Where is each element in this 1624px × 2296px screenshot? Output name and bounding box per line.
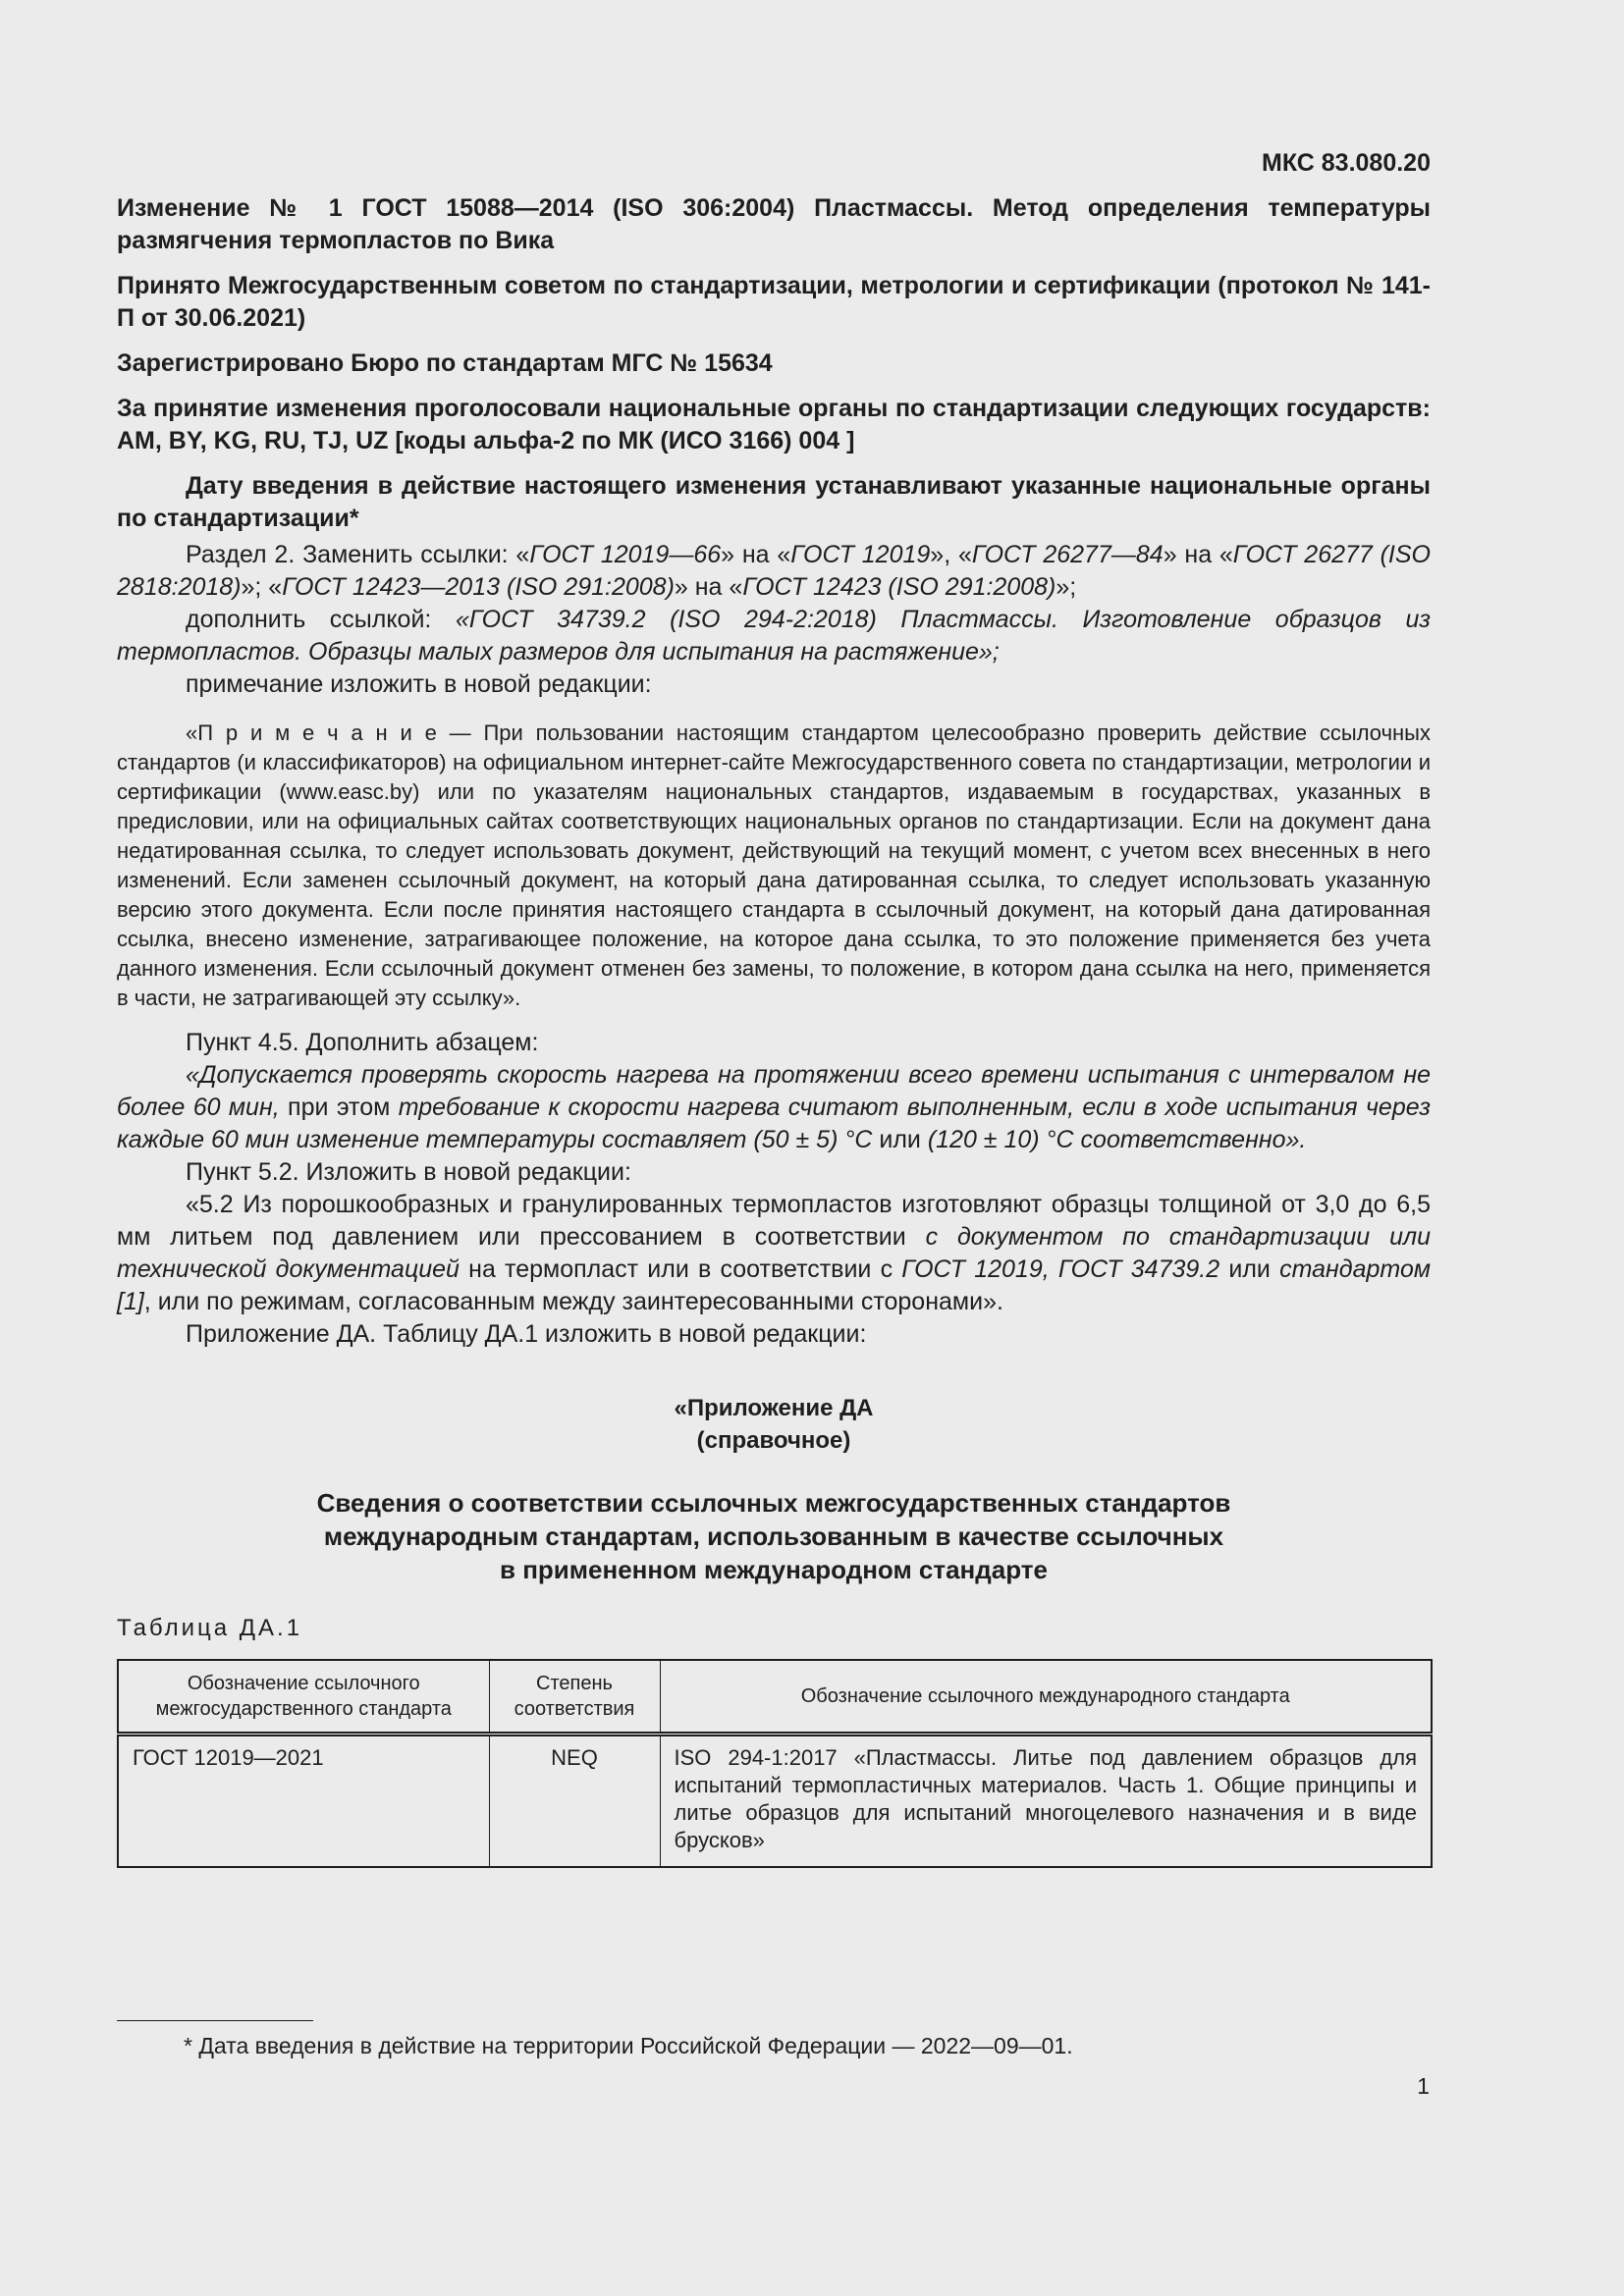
appendix-title: «Приложение ДА [674, 1395, 874, 1421]
italic-run: с документом по стандартизации или технической документацией [117, 1223, 1431, 1283]
appendix-heading [117, 1486, 1431, 1586]
page-content [117, 147, 1431, 1868]
appendix-heading-line: Сведения о соответствии ссылочных межгосударственных стандартов [316, 1488, 1231, 1518]
cell-international: ISO 294-1:2017 «Пластмассы. Литье под давлением образцов для испытаний термопластичных материалов. Часть 1. Общие принципы и литье образцов для испытаний многоцелевого назначения и в виде брусков» [660, 1735, 1432, 1868]
section2-replace-links [117, 539, 1431, 604]
header-international: Обозначение ссылочного международного стандарта [660, 1660, 1432, 1735]
item45-text [117, 1059, 1431, 1156]
item45-heading: Пункт 4.5. Дополнить абзацем: [186, 1029, 539, 1056]
text-run: или [872, 1126, 928, 1153]
italic-run: стандартом [1] [117, 1255, 1431, 1315]
appendix-subtitle: (справочное) [696, 1427, 851, 1454]
italic-run: требование к скорости нагрева считают выполненным, если в ходе испытания через каждые 60 мин изменение температуры составляет (50 ± 5) °С [117, 1094, 1431, 1153]
section2-note-instruction: примечание изложить в новой редакции: [186, 670, 652, 698]
section2-add-link [117, 604, 1431, 668]
cell-degree: NEQ [489, 1735, 660, 1868]
italic-run: ГОСТ 12423—2013 (ISO 291:2008) [282, 573, 675, 601]
italic-run: (120 ± 10) °С соответственно». [927, 1126, 1307, 1153]
date-intro-statement: Дату введения в действие настоящего изменения устанавливают указанные национальные органы по стандартизации* [117, 472, 1431, 532]
italic-run: ГОСТ 12019, ГОСТ 34739.2 [901, 1255, 1220, 1283]
appendix-heading-line: международным стандартам, использованным в качестве ссылочных [323, 1522, 1224, 1551]
text-run: », « [930, 541, 972, 568]
text-run: дополнить ссылкой: [186, 606, 456, 633]
italic-run: ГОСТ 12019—66 [529, 541, 722, 568]
table-row [118, 1735, 1432, 1868]
correspondence-table [117, 1659, 1433, 1868]
text-run: или [1219, 1255, 1280, 1283]
voted-statement: За принятие изменения проголосовали национальные органы по стандартизации следующих государств: AM, BY, KG, RU, TJ, UZ [коды альфа-2 по МК (ИСО 3166) 004 ] [117, 395, 1431, 454]
header-degree: Степень соответствия [489, 1660, 660, 1735]
text-run: Раздел 2. Заменить ссылки: « [186, 541, 530, 568]
text-run: » на « [721, 541, 791, 568]
item52-heading: Пункт 5.2. Изложить в новой редакции: [186, 1158, 631, 1186]
text-run: , или по режимам, согласованным между заинтересованными сторонами». [143, 1288, 1003, 1315]
mks-code: МКС 83.080.20 [1262, 149, 1431, 177]
note-lead: «П р и м е ч а н и е [186, 721, 437, 745]
text-run: «5.2 Из порошкообразных и гранулированных термопластов изготовляют образцы толщиной от 3,0 до 6,5 мм литьем под давлением или прессованием в соответствии [117, 1191, 1431, 1251]
footnote-divider [117, 2020, 313, 2021]
text-run: » на « [1163, 541, 1233, 568]
footnote: * Дата введения в действие на территории Российской Федерации — 2022—09—01. [184, 2033, 1073, 2058]
header-gost: Обозначение ссылочного межгосударственного стандарта [118, 1660, 489, 1735]
appendix-heading-line: в примененном международном стандарте [500, 1555, 1048, 1584]
page-number: 1 [1417, 2073, 1430, 2099]
text-run: » на « [674, 573, 743, 601]
table-header-row [118, 1660, 1432, 1735]
amendment-title: Изменение № 1 ГОСТ 15088—2014 (ISO 306:2004) Пластмассы. Метод определения температуры размягчения термопластов по Вика [117, 194, 1431, 254]
registered-statement: Зарегистрировано Бюро по стандартам МГС № 15634 [117, 349, 773, 377]
text-run: на термопласт или в соответствии с [459, 1255, 902, 1283]
note-body: — При пользовании настоящим стандартом целесообразно проверить действие ссылочных стандартов (и классификаторов) на официальном интернет-сайте Межгосударственного совета по стандартизации, метрологии и сертификации (www.easc.by) или по указателям национальных стандартов, издаваемым в государствах, указанных в предисловии, или на официальных сайтах соответствующих национальных органов по стандартизации. Если на документ дана недатированная ссылка, то следует использовать документ, действующий на текущий момент, с учетом всех внесенных в него изменений. Если заменен ссылочный документ, на который дана датированная ссылка, то следует использовать указанную версию этого документа. Если после принятия настоящего стандарта в ссылочный документ, на который дана датированная ссылка, внесено изменение, затрагивающее положение, на которое дана ссылка, то это положение применяется без учета данного изменения. Если ссылочный документ отменен без замены, то положение, в котором дана ссылка на него, применяется в части, не затрагивающей эту ссылку». [117, 721, 1431, 1010]
italic-run: ГОСТ 26277 (ISO 2818:2018) [117, 541, 1432, 601]
cell-gost: ГОСТ 12019—2021 [118, 1735, 489, 1868]
table-caption: Таблица ДА.1 [117, 1615, 303, 1641]
italic-run: ГОСТ 26277—84 [971, 541, 1164, 568]
italic-run: «Допускается проверять скорость нагрева на протяжении всего времени испытания с интервалом не более 60 мин, [117, 1061, 1431, 1121]
italic-run: «ГОСТ 34739.2 (ISO 294-2:2018) Пластмассы. Изготовление образцов из термопластов. Образцы малых размеров для испытания на растяжение»; [117, 606, 1431, 666]
text-run: при этом [279, 1094, 399, 1121]
appendix-instruction: Приложение ДА. Таблицу ДА.1 изложить в новой редакции: [186, 1320, 867, 1348]
text-run: »; « [241, 573, 283, 601]
item52-text [117, 1189, 1431, 1318]
italic-run: ГОСТ 12019 [790, 541, 931, 568]
note-block [117, 719, 1431, 1013]
text-run: »; [1056, 573, 1077, 601]
adopted-statement: Принято Межгосударственным советом по стандартизации, метрологии и сертификации (протокол № 141-П от 30.06.2021) [117, 272, 1431, 332]
italic-run: ГОСТ 12423 (ISO 291:2008) [742, 573, 1056, 601]
